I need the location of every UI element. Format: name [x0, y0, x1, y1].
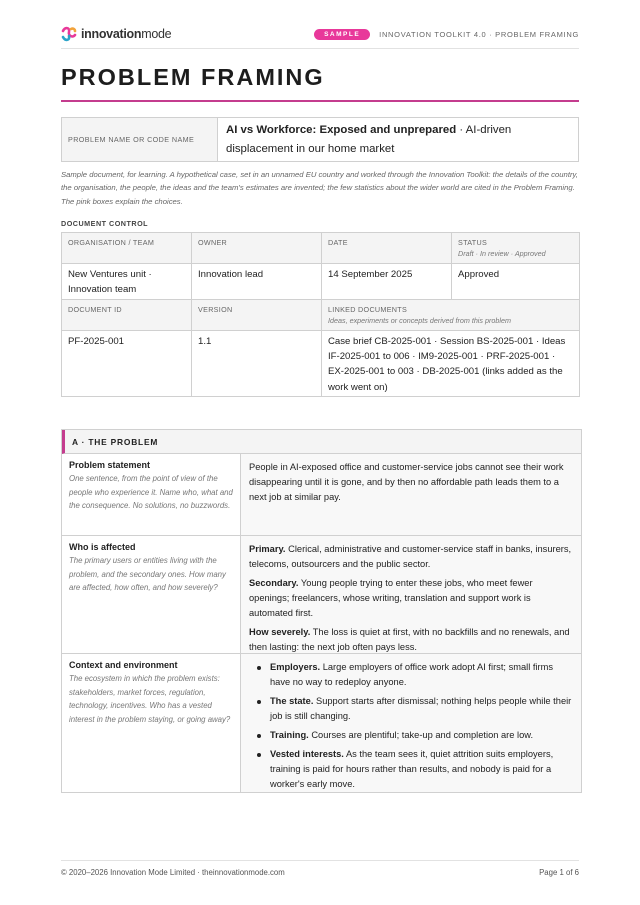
footer-copyright: © 2020–2026 Innovation Mode Limited · theinnovationmode.com: [61, 868, 285, 877]
list-item: [249, 747, 573, 792]
version-label: VERSION: [192, 300, 322, 331]
problem-statement-title: Problem statement: [69, 460, 151, 470]
table-row: [62, 331, 580, 397]
context-row: [62, 654, 581, 792]
state-text: Support starts after dismissal; nothing helps people while their job is still changing.: [270, 696, 572, 721]
sample-badge: SAMPLE: [314, 29, 370, 40]
problem-name-rest: · AI-driven displacement in our home market: [226, 124, 512, 155]
severity-label: How severely.: [249, 627, 311, 637]
severity-paragraph: [249, 625, 573, 655]
problem-name-value[interactable]: [218, 118, 578, 161]
problem-statement-row: [62, 454, 581, 536]
training-text: Courses are plentiful; take-up and completion are low.: [308, 730, 534, 740]
linked-docs-hint: Ideas, experiments or concepts derived from this problem: [328, 316, 511, 325]
context-desc: The ecosystem in which the problem exists: stakeholders, market forces, regulation, technology, incentives. Who has a vested interest in the problem staying, or going away?: [69, 674, 231, 724]
logo-text-light: mode: [141, 27, 172, 41]
title-underline: [61, 100, 579, 102]
header-divider: [61, 48, 579, 49]
who-affected-desc: The primary users or entities living with the problem, and the secondary ones. How many are affected, how often, and how severely?: [69, 556, 226, 592]
problem-name-label: PROBLEM NAME OR CODE NAME: [62, 118, 218, 161]
logo-text: [81, 27, 171, 41]
section-a: [61, 429, 582, 793]
status-label: [452, 233, 580, 264]
context-value[interactable]: [241, 654, 581, 792]
secondary-text: Young people trying to enter these jobs, who meet fewer openings; freelancers, whose writing, translation and support work is automated first.: [249, 578, 533, 618]
training-label: Training.: [270, 730, 309, 740]
logo-mark-icon: [61, 26, 77, 42]
list-item: [249, 660, 573, 690]
problem-name-box: [61, 117, 579, 162]
page-title: PROBLEM FRAMING: [61, 64, 325, 90]
org-label: ORGANISATION / TEAM: [62, 233, 192, 264]
primary-paragraph: [249, 542, 573, 572]
table-row: [62, 233, 580, 264]
owner-label: OWNER: [192, 233, 322, 264]
state-label: The state.: [270, 696, 314, 706]
vested-interests-label: Vested interests.: [270, 749, 344, 759]
context-title: Context and environment: [69, 660, 178, 670]
secondary-paragraph: [249, 576, 573, 621]
owner-value[interactable]: Innovation lead: [192, 264, 322, 300]
who-affected-title: Who is affected: [69, 542, 136, 552]
toolkit-breadcrumb: INNOVATION TOOLKIT 4.0 · PROBLEM FRAMING: [379, 29, 579, 39]
linked-docs-label-text: LINKED DOCUMENTS: [328, 305, 408, 314]
intro-note: Sample document, for learning. A hypothetical case, set in an unnamed EU country and worked through the Innovation Toolkit: the details of the country, the organisation, the people, the ideas and the team's estimates are invented; the few statistics about the wider world are cited in the Problem Framing. The pink boxes explain the choices.: [61, 170, 578, 206]
version-value[interactable]: 1.1: [192, 331, 322, 397]
doc-id-value[interactable]: PF-2025-001: [62, 331, 192, 397]
list-item: [249, 728, 573, 743]
status-hint: Draft · In review · Approved: [458, 249, 546, 258]
document-control-table: [61, 232, 580, 397]
primary-text: Clerical, administrative and customer-service staff in banks, insurers, telecoms, outsourcers and the public sector.: [249, 544, 572, 569]
secondary-label: Secondary.: [249, 578, 299, 588]
employers-label: Employers.: [270, 662, 321, 672]
date-value[interactable]: 14 September 2025: [322, 264, 452, 300]
list-item: [249, 694, 573, 724]
page-header: [61, 22, 579, 46]
logo-text-bold: innovation: [81, 27, 142, 41]
document-control-title: DOCUMENT CONTROL: [61, 219, 149, 228]
doc-id-label: DOCUMENT ID: [62, 300, 192, 331]
status-value[interactable]: Approved: [452, 264, 580, 300]
status-label-text: STATUS: [458, 238, 488, 247]
table-row: [62, 264, 580, 300]
org-value[interactable]: New Ventures unit · Innovation team: [62, 264, 192, 300]
problem-statement-value[interactable]: People in AI-exposed office and customer-service jobs cannot see their work disappearing until it is gone, and by then no affordable path leads them to a next job at similar pay.: [241, 454, 581, 535]
linked-docs-value[interactable]: Case brief CB-2025-001 · Session BS-2025-001 · Ideas IF-2025-001 to 006 · IM9-2025-001 · PRF-2025-001 · EX-2025-001 to 003 · DB-2025-001 (links added as the work went on): [322, 331, 580, 397]
who-affected-value[interactable]: [241, 536, 581, 653]
logo: [61, 26, 171, 42]
primary-label: Primary.: [249, 544, 286, 554]
page-number: Page 1 of 6: [539, 868, 579, 877]
footer-divider: [61, 860, 579, 861]
severity-text: The loss is quiet at first, with no backfills and no renewals, and then lasting: the next job often pays less.: [249, 627, 570, 652]
problem-statement-desc: One sentence, from the point of view of the people who experience it. Name who, what and the consequence. No solutions, no buzzwords.: [69, 474, 233, 510]
problem-name-bold: AI vs Workforce: Exposed and unprepared: [226, 124, 457, 136]
table-row: [62, 300, 580, 331]
who-affected-row: [62, 536, 581, 654]
section-a-title: A · THE PROBLEM: [62, 430, 581, 454]
linked-docs-label: [322, 300, 580, 331]
vested-interests-text: As the team sees it, quiet attrition suits employers, training is paid for hours rather than results, and nobody is paid for a worker's early move.: [270, 749, 554, 789]
employers-text: Large employers of office work adopt AI first; small firms have no way to redeploy anyone.: [270, 662, 553, 687]
date-label: DATE: [322, 233, 452, 264]
